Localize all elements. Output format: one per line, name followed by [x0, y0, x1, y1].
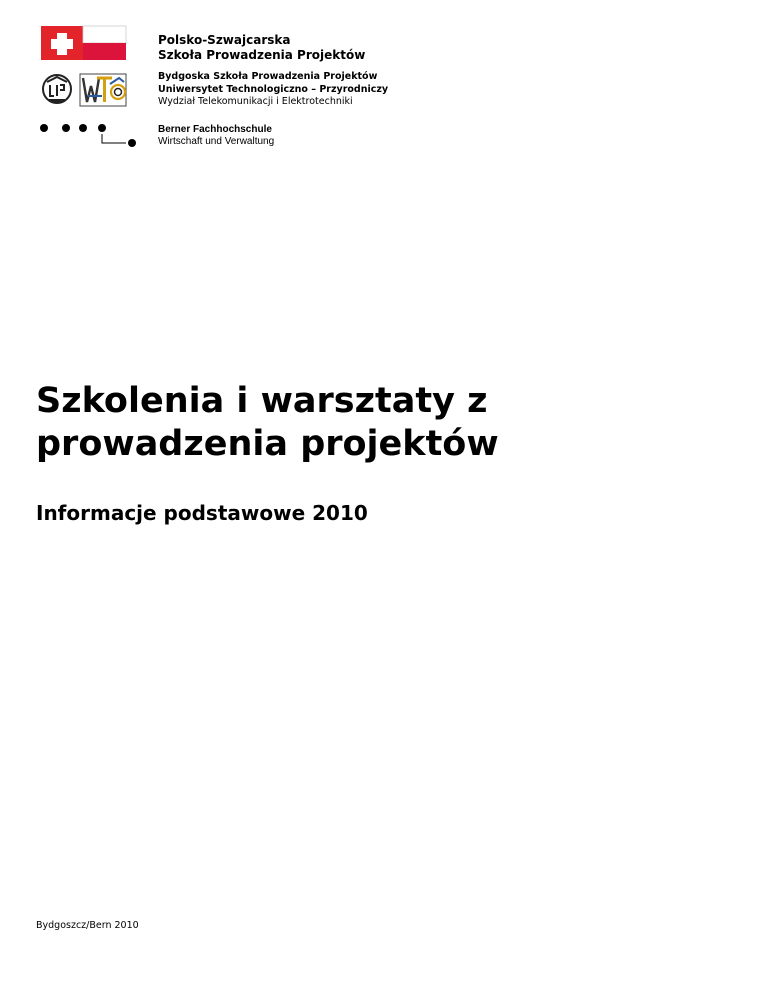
bfh-dots-icon [36, 120, 140, 156]
faculty-name: Wydział Telekomunikacji i Elektrotechniki [158, 96, 353, 107]
polish-flag-icon [83, 26, 126, 60]
university-school-name: Bydgoska Szkoła Prowadzenia Projektów [158, 71, 378, 82]
utp-crest-icon [43, 75, 71, 103]
document-subtitle: Informacje podstawowe 2010 [36, 501, 368, 525]
school-name-line1: Polsko-Szwajcarska [158, 33, 291, 47]
university-name: Uniwersytet Technologiczno – Przyrodniczy [158, 84, 389, 95]
flags-logo [40, 24, 128, 64]
university-logos [40, 72, 132, 108]
document-title [36, 380, 716, 466]
place-and-year: Bydgoszcz/Bern 2010 [36, 920, 139, 931]
swiss-flag-icon [41, 26, 83, 60]
bfh-department: Wirtschaft und Verwaltung [158, 136, 275, 147]
wte-logo-icon [80, 74, 126, 106]
title-line2: prowadzenia projektów [36, 424, 499, 464]
bfh-name: Berner Fachhochschule [158, 124, 272, 135]
title-line1: Szkolenia i warsztaty z [36, 381, 488, 421]
school-name-line2: Szkoła Prowadzenia Projektów [158, 48, 366, 62]
